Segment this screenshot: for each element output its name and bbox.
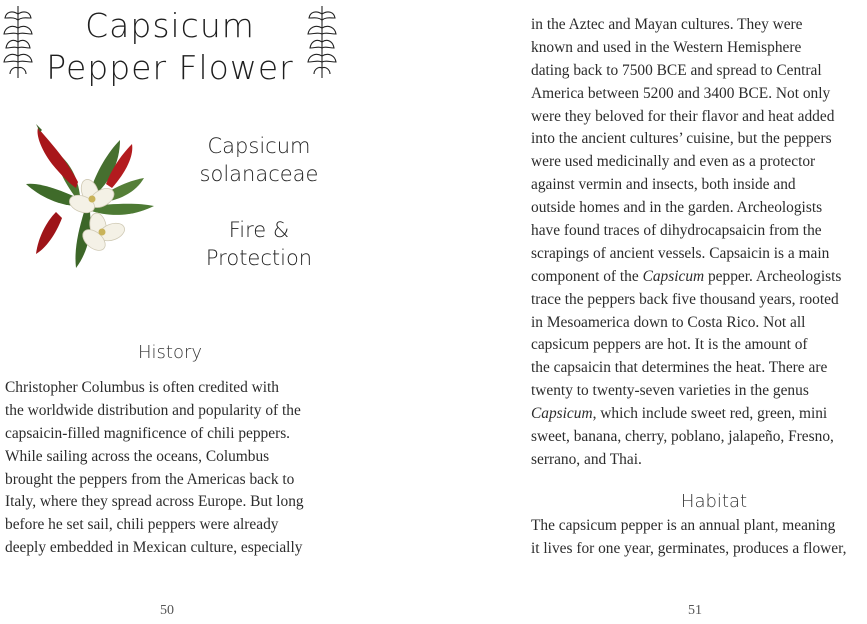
text-line: Capsicum, which include sweet red, green, mini — [531, 405, 828, 423]
page-number: 51 — [688, 603, 702, 618]
magic-properties-line-2: Protection — [205, 246, 313, 270]
text-line: before he set sail, chili peppers were already — [5, 516, 279, 534]
title-block — [0, 0, 345, 88]
text-line: sweet, banana, cherry, poblano, jalapeño, Fresno, — [531, 428, 834, 446]
text-line: in the Aztec and Mayan cultures. They were — [531, 16, 803, 33]
history-continued-paragraph — [531, 14, 861, 472]
page-number: 50 — [160, 603, 174, 618]
habitat-paragraph — [531, 515, 861, 561]
text-line: it lives for one year, germinates, produces a flower, — [531, 539, 847, 557]
text-line: were used medicinally and even as a protector — [531, 153, 816, 171]
left-page — [0, 0, 433, 624]
text-line: were they beloved for their flavor and heat added — [531, 107, 835, 125]
text-line: into the ancient cultures’ cuisine, but the peppers — [531, 130, 832, 148]
text-line: Christopher Columbus is often credited with — [5, 379, 280, 396]
text-line: component of the Capsicum pepper. Archeologists — [531, 267, 842, 285]
right-page — [434, 0, 867, 624]
text-line: the worldwide distribution and popularity of the — [5, 401, 301, 419]
floral-ornament-icon — [306, 4, 338, 80]
text-line: outside homes and in the garden. Archeologists — [531, 199, 823, 217]
history-heading: History — [137, 342, 203, 363]
text-line: America between 5200 and 3400 BCE. Not only — [531, 84, 831, 102]
history-paragraph — [5, 377, 335, 560]
page-title-line-2: Pepper Flower — [46, 48, 294, 87]
text-line: twenty to twenty-seven varieties in the genus — [531, 382, 809, 400]
text-line: dating back to 7500 BCE and spread to Central — [531, 61, 822, 79]
scientific-name-line-1: Capsicum — [207, 134, 311, 158]
text-line: serrano, and Thai. — [531, 450, 642, 468]
chili-pepper-flower-illustration — [16, 122, 156, 270]
text-line: scrapings of ancient vessels. Capsaicin is a main — [531, 244, 830, 262]
text-line: capsaicin-filled magnificence of chili peppers. — [5, 424, 291, 442]
text-line: have found traces of dihydrocapsaicin from the — [531, 222, 822, 240]
text-line: against vermin and insects, both inside and — [531, 176, 796, 194]
text-line: known and used in the Western Hemisphere — [531, 38, 802, 56]
scientific-name-line-2: solanaceae — [199, 162, 319, 186]
text-line: Italy, where they spread across Europe. But long — [5, 493, 304, 511]
habitat-heading: Habitat — [680, 491, 748, 512]
text-line: While sailing across the oceans, Columbus — [5, 447, 270, 465]
text-line: deeply embedded in Mexican culture, especially — [5, 539, 303, 557]
text-line: trace the peppers back five thousand years, rooted — [531, 290, 839, 308]
text-line: The capsicum pepper is an annual plant, meaning — [531, 517, 836, 534]
text-line: capsicum peppers are hot. It is the amount of — [531, 336, 808, 354]
text-line: brought the peppers from the Americas back to — [5, 470, 295, 488]
page-title-line-1: Capsicum — [85, 6, 255, 45]
magic-properties-line-1: Fire & — [228, 218, 290, 242]
text-line: in Mesoamerica down to Costa Rico. Not all — [531, 313, 806, 331]
text-line: the capsaicin that determines the heat. There are — [531, 359, 828, 377]
